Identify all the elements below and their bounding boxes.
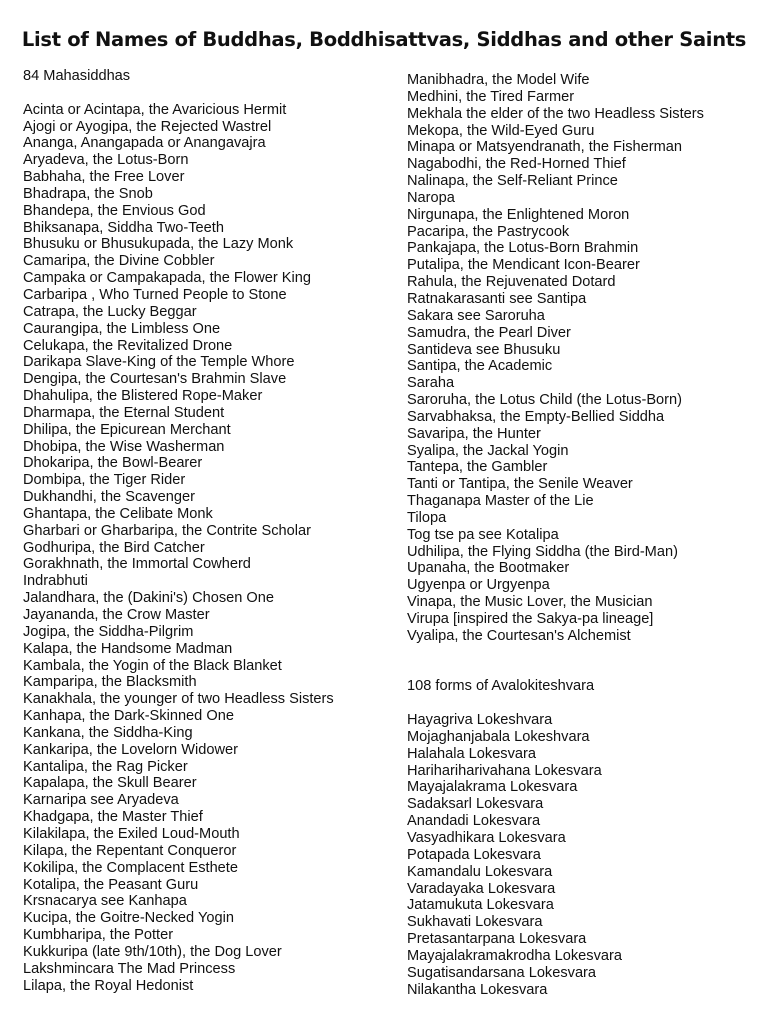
list-item: Dharmapa, the Eternal Student	[23, 404, 225, 421]
list-item: Tantepa, the Gambler	[407, 459, 548, 476]
list-item: Naropa	[407, 189, 455, 206]
list-item: Manibhadra, the Model Wife	[407, 72, 590, 88]
list-item: Gorakhnath, the Immortal Cowherd	[23, 556, 251, 573]
avalokiteshvara-list	[407, 712, 704, 998]
mahasiddhas-list-left	[23, 102, 334, 995]
list-item: Kankana, the Siddha-King	[23, 724, 193, 741]
list-item: Mekopa, the Wild-Eyed Guru	[407, 122, 595, 139]
avalokiteshvara-heading: 108 forms of Avalokiteshvara	[407, 678, 595, 695]
list-item: Pankajapa, the Lotus-Born Brahmin	[407, 240, 639, 257]
list-item: Saroruha, the Lotus Child (the Lotus-Born)	[407, 392, 683, 409]
list-item: Bhadrapa, the Snob	[23, 185, 153, 202]
list-item: Bhiksanapa, Siddha Two-Teeth	[23, 219, 224, 236]
list-item: Nirgunapa, the Enlightened Moron	[407, 206, 630, 223]
list-item: Dhahulipa, the Blistered Rope-Maker	[23, 388, 263, 405]
list-item: Ananga, Anangapada or Anangavajra	[23, 135, 266, 152]
list-item: Mayajalakrama Lokesvara	[407, 779, 578, 796]
list-item: Camaripa, the Divine Cobbler	[23, 253, 215, 270]
list-item: Tog tse pa see Kotalipa	[407, 526, 559, 543]
list-item: Khadgapa, the Master Thief	[23, 809, 203, 826]
list-item: Sadaksarl Lokesvara	[407, 796, 544, 813]
list-item: Jatamukuta Lokesvara	[407, 897, 554, 914]
list-item: Mayajalakramakrodha Lokesvara	[407, 947, 622, 964]
list-item: Upanaha, the Bootmaker	[407, 560, 570, 577]
list-item: Virupa [inspired the Sakya-pa lineage]	[407, 611, 654, 627]
list-item: Harihariharivahana Lokesvara	[407, 762, 602, 779]
list-item: Nalinapa, the Self-Reliant Prince	[407, 173, 618, 190]
list-item: Pretasantarpana Lokesvara	[407, 931, 587, 948]
list-item: Ugyenpa or Urgyenpa	[407, 577, 550, 594]
list-item: Dengipa, the Courtesan's Brahmin Slave	[23, 371, 287, 388]
list-item: Santipa, the Academic	[407, 358, 553, 375]
list-item: Ghantapa, the Celibate Monk	[23, 505, 213, 522]
list-item: Savaripa, the Hunter	[407, 425, 541, 442]
list-item: Dhobipa, the Wise Washerman	[23, 438, 225, 455]
list-item: Indrabhuti	[23, 573, 88, 590]
list-item: Sarvabhaksa, the Empty-Bellied Siddha	[407, 408, 665, 425]
list-item: Kumbharipa, the Potter	[23, 927, 174, 944]
list-item: Kilakilapa, the Exiled Loud-Mouth	[23, 825, 240, 842]
list-item: Catrapa, the Lucky Beggar	[23, 303, 197, 320]
list-item: Potapada Lokesvara	[407, 846, 541, 863]
list-item: Nagabodhi, the Red-Horned Thief	[407, 156, 626, 173]
list-item: Varadayaka Lokesvara	[407, 880, 556, 897]
list-item: Karnaripa see Aryadeva	[23, 792, 179, 809]
list-item: Babhaha, the Free Lover	[23, 169, 185, 186]
list-item: Putalipa, the Mendicant Icon-Bearer	[407, 257, 640, 274]
list-item: Carbaripa , Who Turned People to Stone	[23, 286, 287, 303]
mahasiddhas-list-right	[407, 72, 704, 645]
list-item: Caurangipa, the Limbless One	[23, 320, 221, 337]
list-item: Santideva see Bhusuku	[407, 341, 561, 358]
list-item: Sukhavati Lokesvara	[407, 914, 543, 931]
list-item: Kamparipa, the Blacksmith	[23, 674, 197, 691]
list-item: Sakara see Saroruha	[407, 307, 545, 324]
spacer	[407, 695, 704, 712]
list-item: Gharbari or Gharbaripa, the Contrite Scholar	[23, 522, 311, 539]
list-item: Ratnakarasanti see Santipa	[407, 290, 587, 307]
list-item: Dhilipa, the Epicurean Merchant	[23, 421, 231, 438]
list-item: Lakshmincara The Mad Princess	[23, 960, 236, 977]
list-item: Ajogi or Ayogipa, the Rejected Wastrel	[23, 118, 272, 135]
list-item: Halahala Lokesvara	[407, 745, 536, 762]
list-item: Tanti or Tantipa, the Senile Weaver	[407, 476, 633, 493]
list-item: Acinta or Acintapa, the Avaricious Hermit	[23, 101, 287, 118]
list-item: Kamandalu Lokesvara	[407, 863, 553, 880]
list-item: Sugatisandarsana Lokesvara	[407, 964, 597, 981]
list-item: Medhini, the Tired Farmer	[407, 88, 575, 105]
list-item: Dukhandhi, the Scavenger	[23, 489, 195, 506]
list-item: Krsnacarya see Kanhapa	[23, 893, 187, 910]
list-item: Syalipa, the Jackal Yogin	[407, 442, 569, 459]
list-item: Kucipa, the Goitre-Necked Yogin	[23, 910, 234, 927]
list-item: Kukkuripa (late 9th/10th), the Dog Lover	[23, 943, 282, 960]
list-item: Udhilipa, the Flying Siddha (the Bird-Man)	[407, 543, 678, 560]
list-item: Aryadeva, the Lotus-Born	[23, 152, 189, 169]
spacer	[407, 645, 704, 679]
list-item: Kanakhala, the younger of two Headless Sisters	[23, 691, 334, 708]
list-item: Dhokaripa, the Bowl-Bearer	[23, 455, 203, 472]
list-item: Nilakantha Lokesvara	[407, 981, 548, 998]
list-item: Kantalipa, the Rag Picker	[23, 758, 188, 775]
list-item: Kapalapa, the Skull Bearer	[23, 775, 197, 792]
list-item: Thaganapa Master of the Lie	[407, 493, 594, 510]
list-item: Rahula, the Rejuvenated Dotard	[407, 274, 616, 291]
list-item: Samudra, the Pearl Diver	[407, 324, 571, 341]
spacer	[23, 85, 334, 102]
list-item: Vinapa, the Music Lover, the Musician	[407, 594, 653, 611]
list-item: Kokilipa, the Complacent Esthete	[23, 859, 238, 876]
list-item: Kalapa, the Handsome Madman	[23, 640, 233, 657]
list-item: Lilapa, the Royal Hedonist	[23, 977, 194, 994]
list-item: Kambala, the Yogin of the Black Blanket	[23, 657, 282, 674]
list-item: Dombipa, the Tiger Rider	[23, 472, 186, 489]
list-item: Campaka or Campakapada, the Flower King	[23, 270, 311, 287]
page-title: List of Names of Buddhas, Boddhisattvas, Siddhas and other Saints	[21, 28, 747, 51]
list-item: Bhandepa, the Envious God	[23, 202, 206, 219]
list-item: Jogipa, the Siddha-Pilgrim	[23, 623, 194, 640]
list-item: Kotalipa, the Peasant Guru	[23, 876, 199, 893]
list-item: Celukapa, the Revitalized Drone	[23, 337, 233, 354]
list-item: Anandadi Lokesvara	[407, 813, 541, 830]
list-item: Kankaripa, the Lovelorn Widower	[23, 741, 238, 758]
list-item: Godhuripa, the Bird Catcher	[23, 539, 205, 556]
list-item: Darikapa Slave-King of the Temple Whore	[23, 354, 295, 371]
list-item: Vyalipa, the Courtesan's Alchemist	[407, 627, 631, 644]
list-item: Bhusuku or Bhusukupada, the Lazy Monk	[23, 236, 294, 253]
list-item: Jayananda, the Crow Master	[23, 607, 210, 623]
list-item: Minapa or Matsyendranath, the Fisherman	[407, 139, 682, 156]
list-item: Pacaripa, the Pastrycook	[407, 223, 570, 240]
list-item: Mojaghanjabala Lokeshvara	[407, 728, 590, 745]
list-item: Kilapa, the Repentant Conqueror	[23, 842, 237, 859]
list-item: Hayagriva Lokeshvara	[407, 712, 553, 729]
list-item: Jalandhara, the (Dakini's) Chosen One	[23, 590, 275, 607]
mahasiddhas-heading: 84 Mahasiddhas	[23, 68, 131, 84]
list-item: Mekhala the elder of the two Headless Sisters	[407, 105, 704, 122]
right-column	[407, 72, 704, 998]
list-item: Kanhapa, the Dark-Skinned One	[23, 708, 234, 725]
left-column	[23, 68, 334, 994]
list-item: Tilopa	[407, 509, 447, 526]
list-item: Saraha	[407, 375, 455, 392]
list-item: Vasyadhikara Lokesvara	[407, 829, 566, 846]
